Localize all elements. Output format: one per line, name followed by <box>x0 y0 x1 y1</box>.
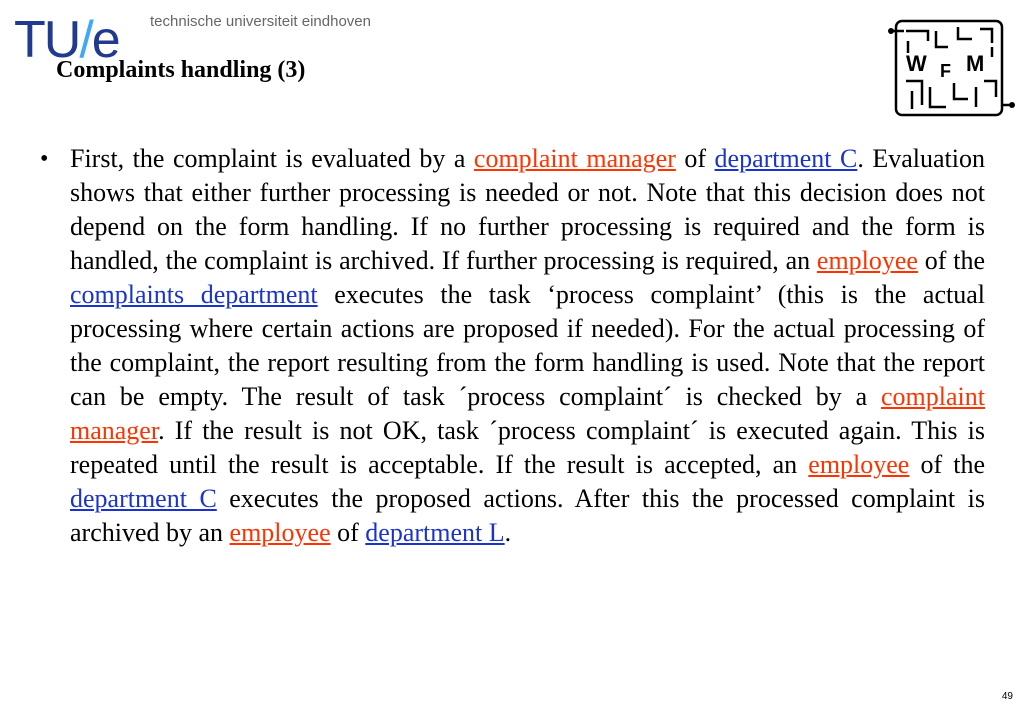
bullet-list <box>40 142 985 550</box>
department-link[interactable]: department L <box>365 518 505 547</box>
paragraph-text: First, the complaint is evaluated by a <box>70 144 474 173</box>
role-link[interactable]: employee <box>229 518 331 547</box>
university-name: technische universiteit eindhoven <box>150 13 371 30</box>
tue-logo-e: e <box>91 11 119 69</box>
wfm-letter-w: W <box>906 51 927 76</box>
slide-title: Complaints handling (3) <box>56 57 306 83</box>
paragraph-text: . If the result is not OK, task ´process complaint´ is executed again. This is repeated until the result is acceptable. If the result is accepted, an <box>70 416 985 479</box>
role-link[interactable]: complaint manager <box>70 382 985 445</box>
role-link[interactable]: employee <box>816 246 918 275</box>
wfm-letter-f: F <box>940 61 951 81</box>
paragraph-text: of <box>675 144 715 173</box>
bullet-item <box>40 142 985 550</box>
wfm-letter-m: M <box>966 51 985 76</box>
department-link[interactable]: complaints department <box>70 280 318 309</box>
paragraph-text: of the <box>917 246 985 275</box>
department-link[interactable]: department C <box>70 484 217 513</box>
paragraph-text: executes the task ‘process complaint’ (this is the actual processing where certain actions are proposed if needed). For the actual processing of the complaint, the report resulting from the form handling is used. Note that the report can be empty. The result of task ´process complaint´ is checked by a <box>70 280 985 411</box>
paragraph-text: . <box>504 518 512 547</box>
bullet-marker: • <box>40 146 49 172</box>
bullet-paragraph <box>70 142 985 550</box>
role-link[interactable]: employee <box>808 450 910 479</box>
paragraph-text: of <box>330 518 366 547</box>
role-link[interactable]: complaint manager <box>473 144 676 173</box>
department-link[interactable]: department C <box>714 144 858 173</box>
paragraph-text: . Evaluation shows that either further processing is needed or not. Note that this decision does not depend on the form handling. If no further processing is required and the form is handled, the complaint is archived. If further processing is required, an <box>70 144 985 275</box>
paragraph-text: of the <box>909 450 986 479</box>
wfm-maze-icon <box>888 17 1016 119</box>
tue-logo-slash: / <box>79 11 92 69</box>
paragraph-text: executes the proposed actions. After this the processed complaint is archived by an <box>70 484 985 547</box>
page-number: 49 <box>1001 691 1013 702</box>
tue-logo-tu: TU <box>14 11 80 69</box>
